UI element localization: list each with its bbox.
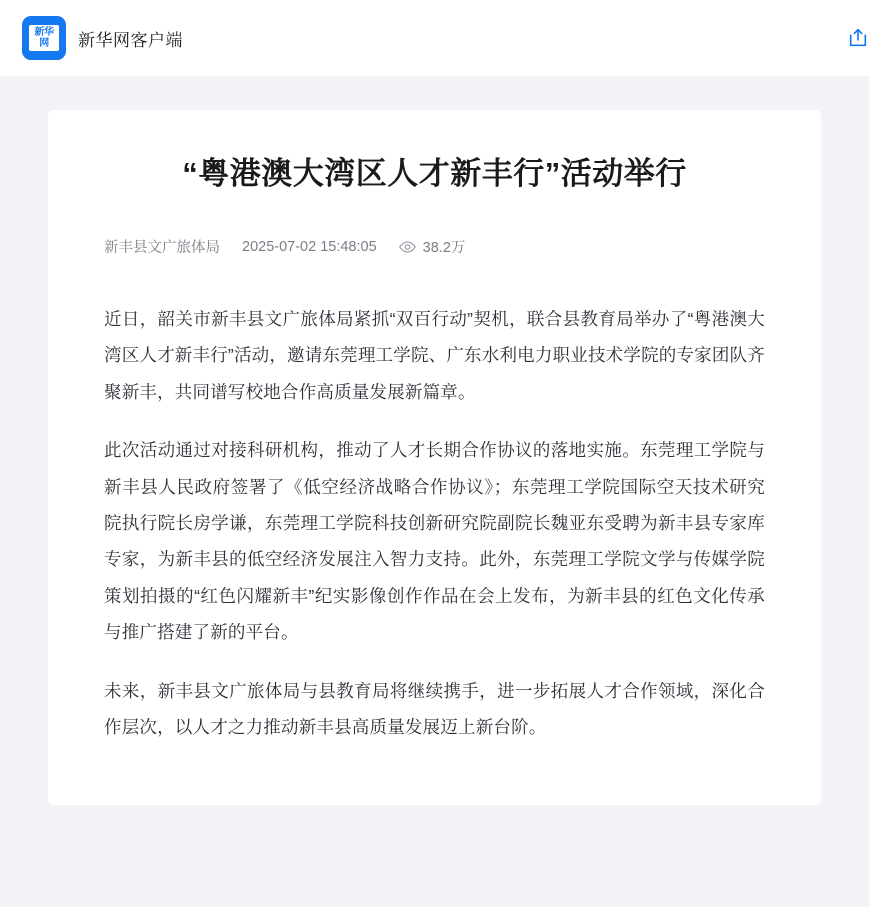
article-body: [104, 301, 765, 745]
logo-label: 新华网: [29, 25, 59, 51]
views-count: 38.2万: [422, 240, 466, 257]
app-name: 新华网客户端: [78, 30, 183, 50]
eye-icon: [399, 241, 416, 253]
article-timestamp: 2025-07-02 15:48:05: [242, 238, 377, 255]
top-bar-actions: [847, 27, 869, 49]
share-icon[interactable]: [847, 27, 869, 49]
article-paragraph: 此次活动通过对接科研机构，推动了人才长期合作协议的落地实施。东莞理工学院与新丰县人民政府签署了《低空经济战略合作协议》；东莞理工学院国际空天技术研究院执行院长房学谦，东莞理工学院科技创新研究院副院长魏亚东受聘为新丰县专家库专家，为新丰县的低空经济发展注入智力支持。此外，东莞理工学院文学与传媒学院策划拍摄的“红色闪耀新丰”纪实影像创作作品在会上发布，为新丰县的红色文化传承与推广搭建了新的平台。: [104, 440, 765, 643]
page-title: “粤港澳大湾区人才新丰行”活动举行: [182, 156, 687, 191]
brand[interactable]: [22, 16, 183, 60]
page-body: [0, 76, 869, 805]
article-source: 新丰县文广旅体局: [104, 240, 220, 257]
article-meta: [104, 236, 765, 257]
article-paragraph: 近日，韶关市新丰县文广旅体局紧抓“双百行动”契机，联合县教育局举办了“粤港澳大湾区人才新丰行”活动，邀请东莞理工学院、广东水利电力职业技术学院的专家团队齐聚新丰，共同谱写校地合作高质量发展新篇章。: [104, 309, 765, 402]
article-paragraph: 未来，新丰县文广旅体局与县教育局将继续携手，进一步拓展人才合作领域，深化合作层次，以人才之力推动新丰县高质量发展迈上新台阶。: [104, 680, 765, 737]
top-bar: [0, 0, 869, 76]
xinhua-logo-icon: [22, 16, 66, 60]
article-card: [48, 110, 821, 805]
article-views: [399, 236, 466, 257]
